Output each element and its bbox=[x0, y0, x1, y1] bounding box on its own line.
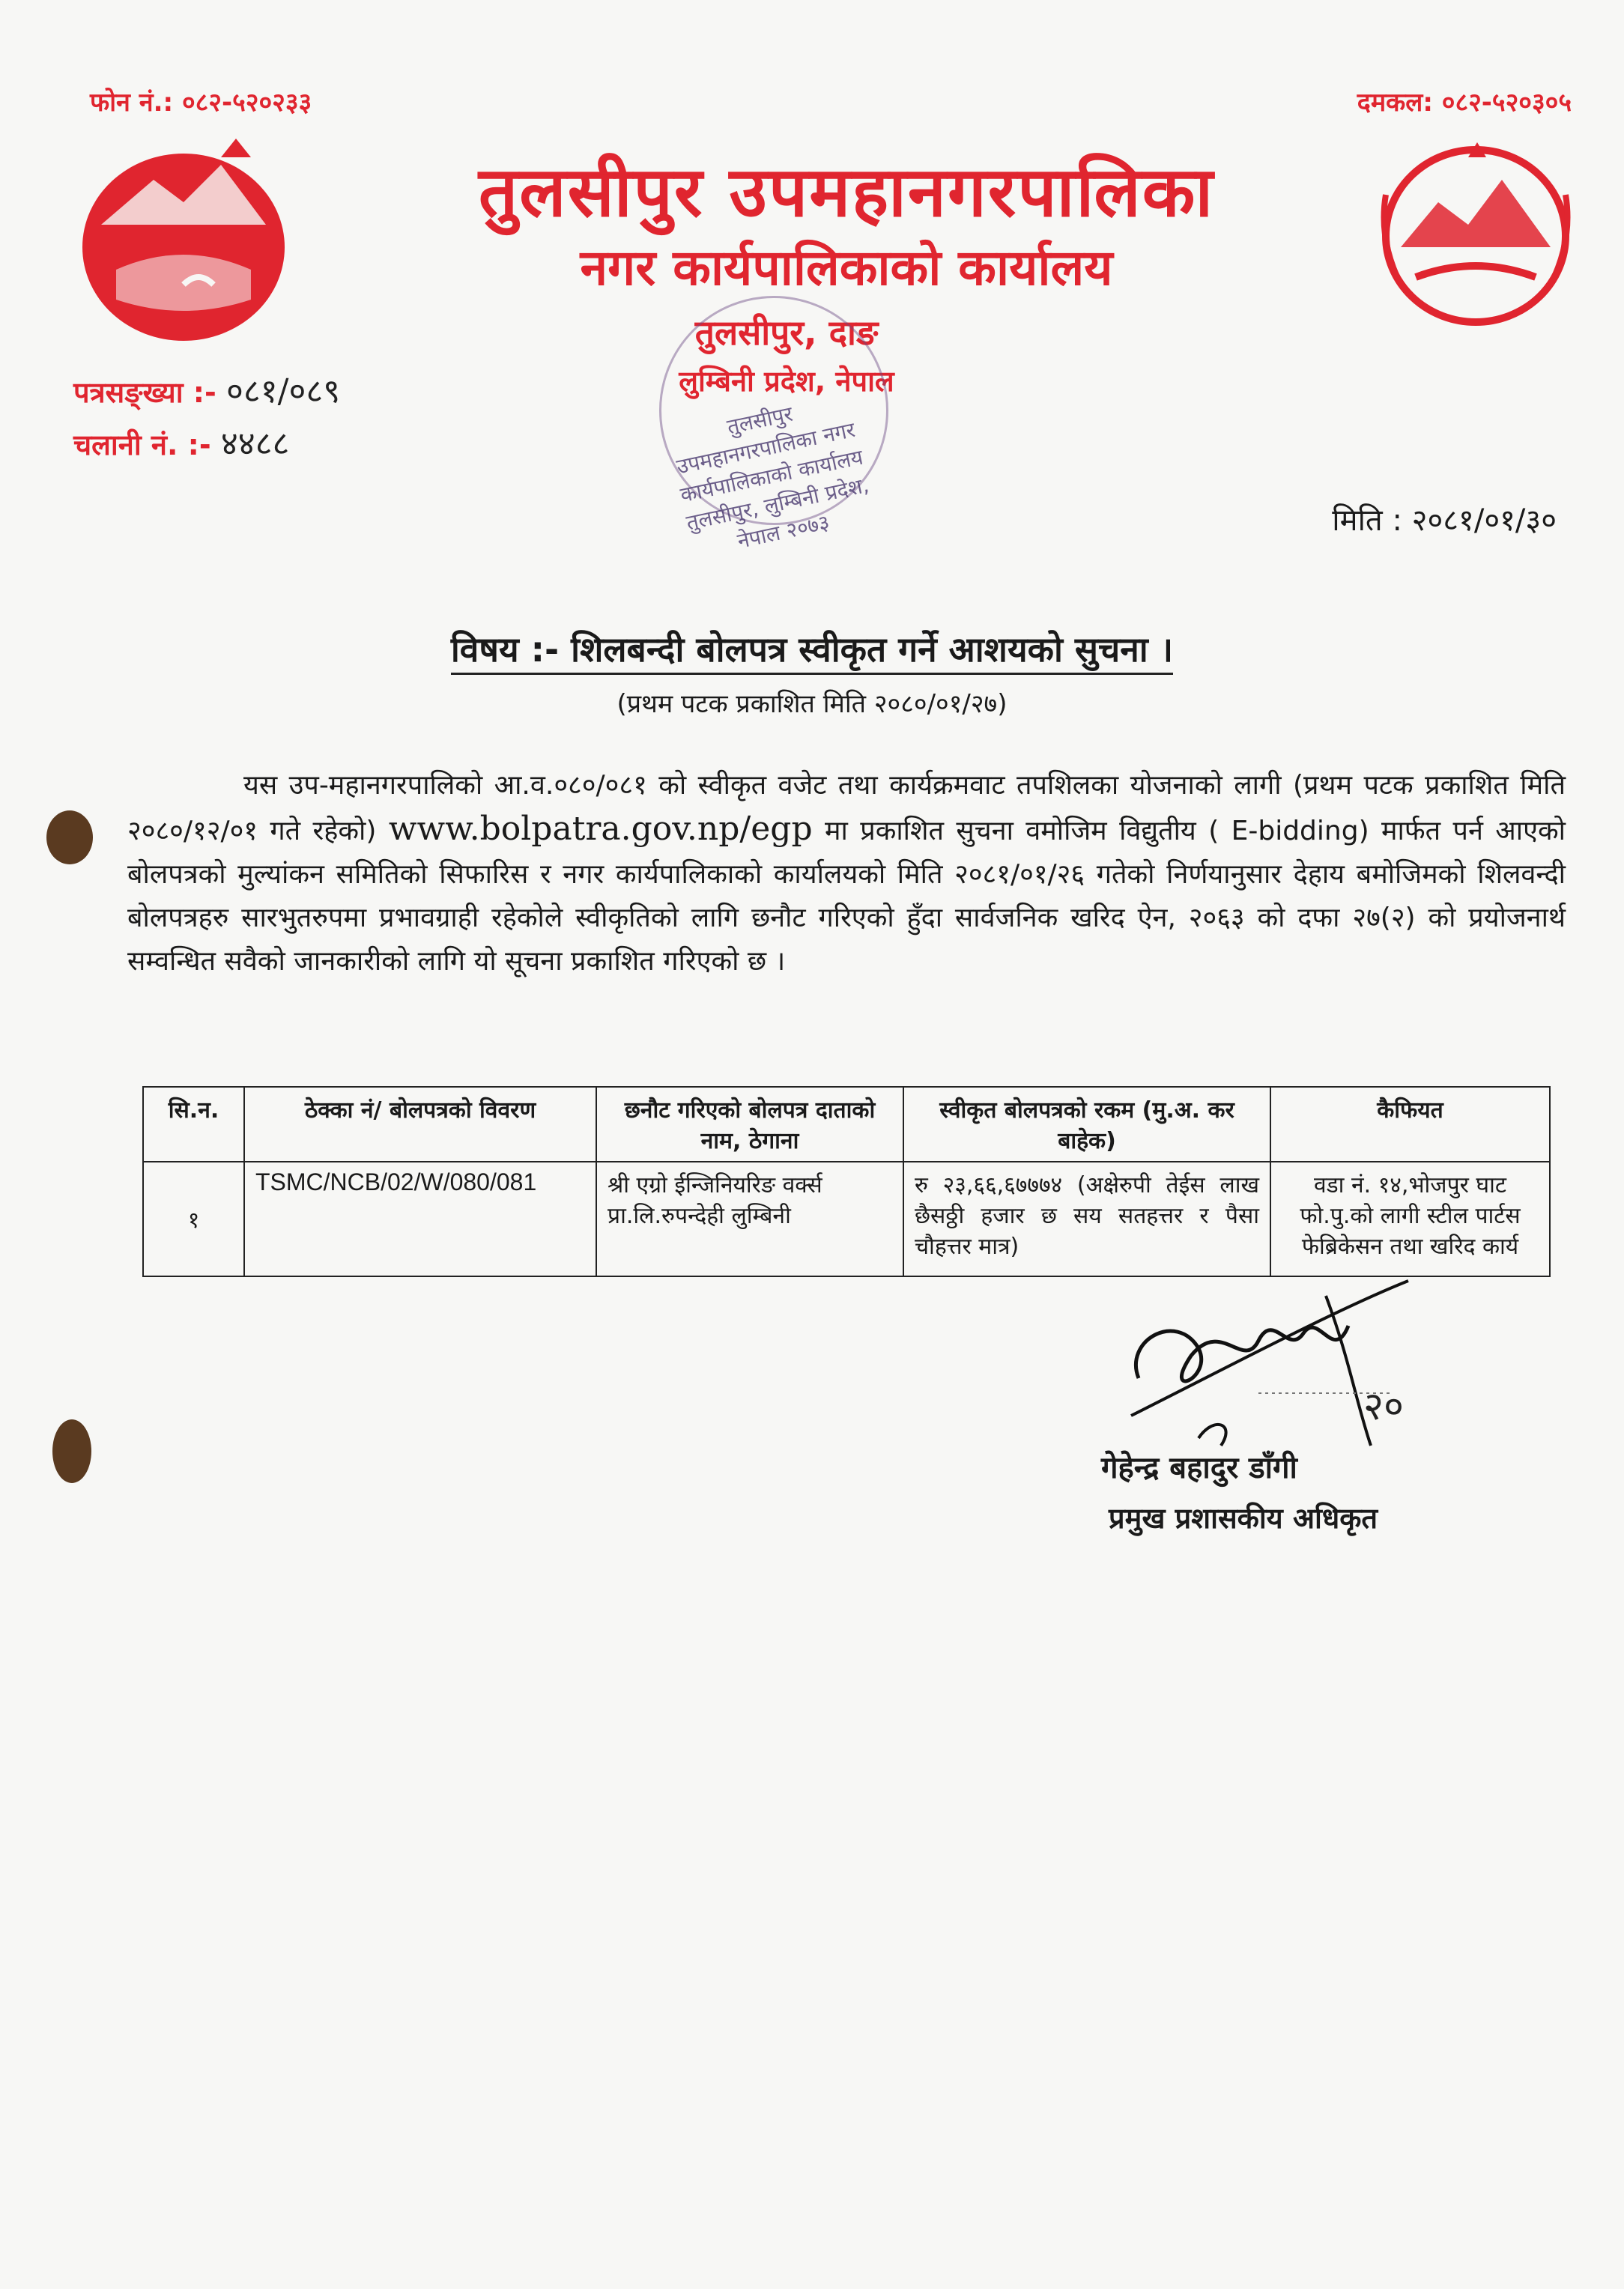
body-part-2: मा प्रकाशित सुचना वमोजिम विद्युतीय ( E-bidding) मार्फत पर्न आएको बोलपत्रको मुल्यांकन समितिको सिफारिस र नगर कार्यपालिकाको कार्यालयको मिति २०८१/०१/२६ गतेको निर्णयानुसार देहाय बमोजिमको शिलवन्दी बोलपत्रहरु सारभुतरुपमा प्रभावग्राही रहेकोले स्वीकृतिको लागि छनौट गरिएको हुँदा सार्वजनिक खरिद ऐन, २०६३ को दफा २७(२) को प्रयोजनार्थ सम्वन्धित सवैको जानकारीको लागि यो सूचना प्रकाशित गरिएको छ । bbox=[127, 816, 1566, 977]
fire-number: दमकल: ०८२-५२०३०५ bbox=[1357, 88, 1572, 118]
first-published-date: (प्रथम पटक प्रकाशित मिति २०८०/०१/२७) bbox=[616, 689, 1008, 719]
patra-sankhya bbox=[73, 367, 340, 412]
signatory-name: गेहेन्द्र बहादुर डाँगी bbox=[1101, 1451, 1297, 1485]
signature-date-mark: २० bbox=[1363, 1384, 1405, 1429]
office-name: नगर कार्यपालिकाको कार्यालय bbox=[580, 239, 1113, 297]
col-sn: सि.न. bbox=[143, 1087, 244, 1162]
body-part-1: यस उप-महानगरपालिको आ.व.०८०/०८१ को स्वीकृत वजेट तथा कार्यक्रमवाट तपशिलका योजनाको लागी (प्रथम पटक प्रकाशित मिति २०८०/१२/०१ गते रहेको) bbox=[127, 770, 1566, 846]
signature-scribble-icon bbox=[1109, 1266, 1446, 1461]
bid-table bbox=[142, 1086, 1551, 1277]
col-contract: ठेक्का नं/ बोलपत्रको विवरण bbox=[244, 1087, 596, 1162]
cell-contract: TSMC/NCB/02/W/080/081 bbox=[244, 1162, 596, 1276]
chalani-number bbox=[73, 419, 289, 464]
signatory-title: प्रमुख प्रशासकीय अधिकृत bbox=[1109, 1502, 1378, 1535]
cell-bidder: श्री एग्रो ईन्जिनियरिङ वर्क्स प्रा.लि.रुपन्देही लुम्बिनी bbox=[596, 1162, 903, 1276]
egp-link[interactable]: www.bolpatra.gov.np/egp bbox=[388, 810, 813, 848]
col-amount: स्वीकृत बोलपत्रको रकम (मु.अ. कर बाहेक) bbox=[903, 1087, 1270, 1162]
office-location: तुलसीपुर, दाङ bbox=[694, 312, 879, 353]
cell-amount: रु २३,६६,६७७७४ (अक्षेरुपी तेईस लाख छैसठ्ठी हजार छ सय सतहत्तर र पैसा चौहत्तर मात्र) bbox=[903, 1162, 1270, 1276]
punch-hole-bottom bbox=[52, 1419, 91, 1483]
chalani-label: चलानी नं. :- bbox=[73, 428, 211, 461]
phone-number: फोन नं.: ०८२-५२०२३३ bbox=[90, 88, 312, 118]
col-bidder: छनौट गरिएको बोलपत्र दाताको नाम, ठेगाना bbox=[596, 1087, 903, 1162]
letter-date: मिति : २०८१/०१/३० bbox=[1332, 503, 1557, 538]
org-name: तुलसीपुर उपमहानगरपालिका bbox=[478, 152, 1215, 232]
patra-value: ०८१/०८९ bbox=[226, 372, 341, 410]
office-stamp-text: तुलसीपुर उपमहानगरपालिका नगर कार्यपालिकाको कार्यालय तुलसीपुर, लुम्बिनी प्रदेश, नेपाल २०७३ bbox=[674, 401, 871, 554]
emblem-left-icon bbox=[71, 135, 296, 352]
cell-sn: १ bbox=[143, 1162, 244, 1276]
patra-label: पत्रसङ्ख्या :- bbox=[73, 376, 216, 409]
table-row bbox=[143, 1162, 1550, 1276]
table-header-row bbox=[143, 1087, 1550, 1162]
punch-hole-top bbox=[46, 810, 93, 864]
subject-text: विषय :- शिलबन्दी बोलपत्र स्वीकृत गर्ने आशयको सुचना । bbox=[451, 629, 1173, 675]
office-province: लुम्बिनी प्रदेश, नेपाल bbox=[679, 365, 894, 398]
cell-remarks: वडा नं. १४,भोजपुर घाट फो.पु.को लागी स्टील पार्टस फेब्रिकेसन तथा खरिद कार्य bbox=[1270, 1162, 1550, 1276]
notice-body bbox=[127, 764, 1566, 983]
col-remarks: कैफियत bbox=[1270, 1087, 1550, 1162]
chalani-value: ४४८८ bbox=[220, 425, 290, 463]
subject-line bbox=[0, 625, 1624, 672]
emblem-right-icon bbox=[1371, 135, 1581, 337]
